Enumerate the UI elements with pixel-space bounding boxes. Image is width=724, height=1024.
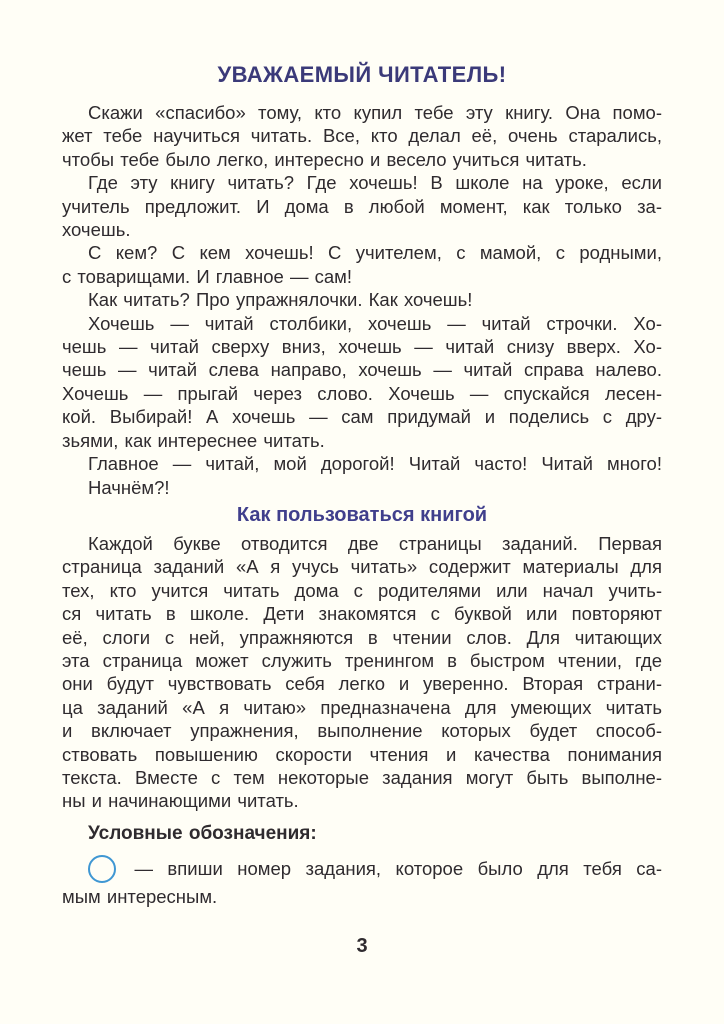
text-line: чешь — читай сверху вниз, хочешь — читай снизу вверх. Хо- [62,336,662,358]
text-line: и включает упражнения, выполнение которых будет способ- [62,720,662,742]
legend-text: — впиши номер задания, которое было для тебя са- [134,858,662,880]
paragraph [62,476,662,499]
section-subheading: Как пользоваться книгой [236,503,488,526]
intro-section [62,101,662,499]
text-line: зьями, как интереснее читать. [62,429,325,451]
text-line: страница заданий «А я учусь читать» содержит материалы для [62,556,662,578]
text-line: ца заданий «А я читаю» предназначена для умеющих читать [62,696,662,718]
text-line: ствовать повышению скорости чтения и качества понимания [62,743,662,765]
circle-outline-icon [88,855,116,883]
paragraph [62,241,662,288]
text-line: Начнём?! [88,476,170,498]
text-line: Хочешь — прыгай через слово. Хочешь — спускайся лесен- [62,382,662,404]
text-line: ся читать в школе. Дети знакомятся с буквой или повторяют [62,603,662,625]
text-line: Хочешь — читай столбики, хочешь — читай строчки. Хо- [88,312,662,334]
usage-paragraph [62,532,662,813]
text-line: ны и начинающими читать. [62,790,299,812]
text-line: чешь — читай слева направо, хочешь — читай справа налево. [62,359,662,381]
text-line: хочешь. [62,219,131,241]
text-line: чтобы тебе было легко, интересно и весело учиться читать. [62,148,587,170]
text-line: кой. Выбирай! А хочешь — сам придумай и поделись с дру- [62,406,662,428]
text-line: текста. Вместе с тем некоторые задания могут быть выполне- [62,766,662,788]
text-line: эта страница может служить тренингом в быстром чтении, где [62,649,662,671]
text-line: Главное — читай, мой дорогой! Читай часто! Читай много! [88,453,662,475]
text-line: Как читать? Про упражнялочки. Как хочешь! [88,289,473,311]
text-line: Каждой букве отводится две страницы заданий. Первая [88,532,662,554]
legend-heading: Условные обозначения: [88,822,317,844]
text-line: жет тебе научиться читать. Все, кто делал её, очень старались, [62,125,662,147]
paragraph [62,288,662,311]
text-line: с товарищами. И главное — сам! [62,265,352,287]
legend [62,853,662,908]
text-line: её, слоги с ней, упражняются в чтении слов. Для читающих [62,626,662,648]
text-line: они будут чувствовать себя легко и уверенно. Вторая страни- [62,673,662,695]
text-line: Скажи «спасибо» тому, кто купил тебе эту книгу. Она помо- [88,102,662,123]
text-line: С кем? С кем хочешь! С учителем, с мамой, с родными, [88,242,662,264]
text-line: Где эту книгу читать? Где хочешь! В школе на уроке, если [88,172,662,194]
paragraph [62,171,662,241]
page-title: УВАЖАЕМЫЙ ЧИТАТЕЛЬ! [217,62,507,87]
legend-line: мым интересным. [62,886,218,908]
paragraph [62,101,662,171]
paragraph [62,452,662,475]
text-line: учитель предложит. И дома в любой момент, как только за- [62,195,662,217]
text-line: тех, кто учится читать дома с родителями или начал учить- [62,579,662,601]
legend-line [62,853,662,885]
paragraph [62,312,662,452]
page-number: 3 [356,934,368,957]
